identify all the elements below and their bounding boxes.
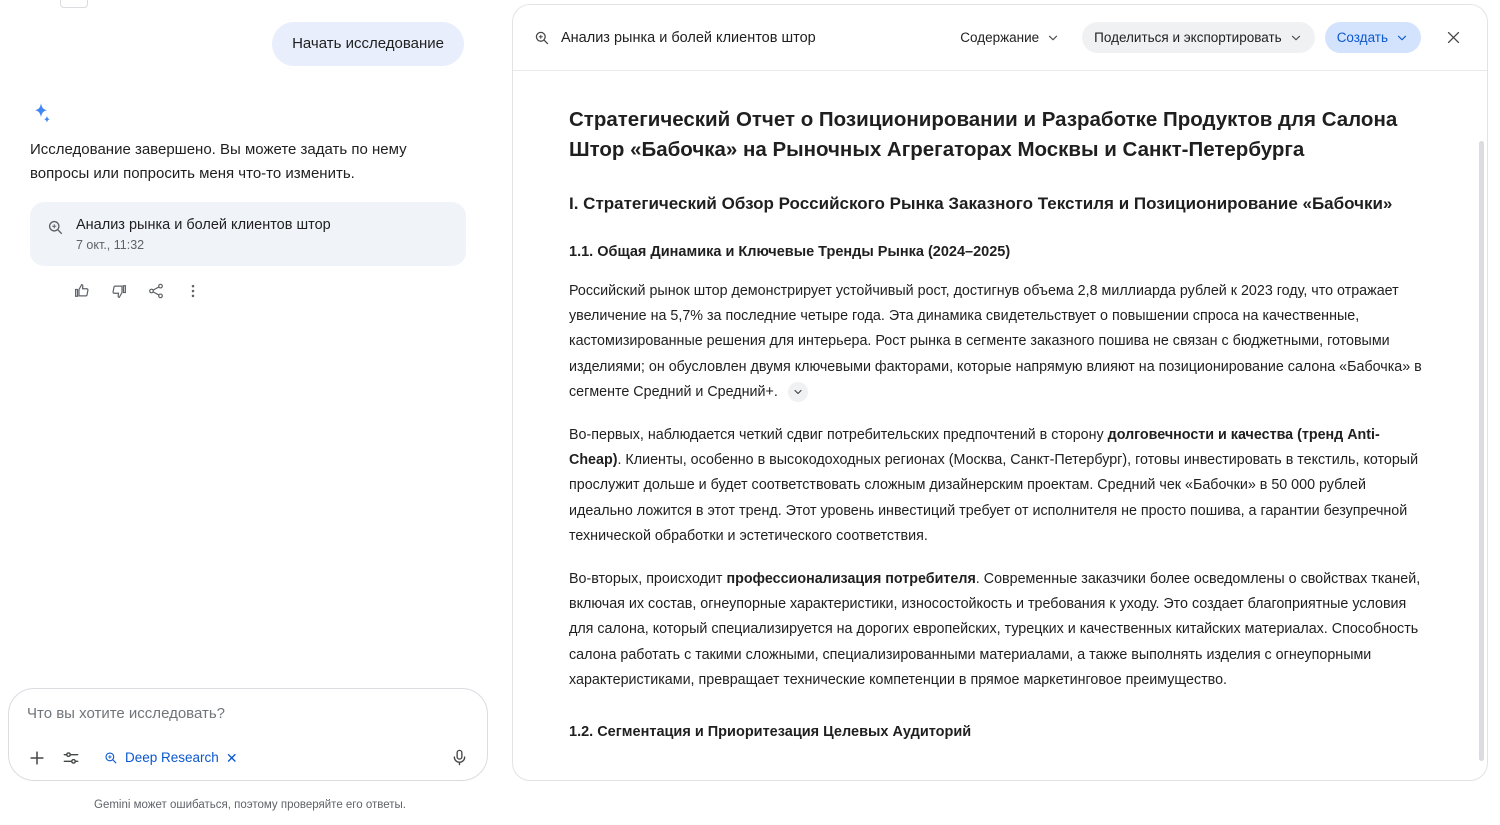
canvas-panel bbox=[512, 4, 1488, 781]
research-icon bbox=[533, 29, 550, 46]
research-icon bbox=[46, 218, 64, 241]
paragraph-2 bbox=[569, 423, 1429, 549]
paragraph-1-text: Российский рынок штор демонстрирует устойчивый рост, достигнув объема 2,8 миллиарда рублей к 2023 году, что отражает увеличение на 5,7% за последние четыре года. Эта динамика свидетельствует о повышении спроса на качественные, кастомизированные решения для интерьера. Рост рынка в сегменте заказного пошива не связан с бюджетными, готовыми изделиями; он обусловлен двумя ключевыми факторами, которые напрямую влияют на позиционирование салона «Бабочка» в сегменте Средний и Средний+. bbox=[569, 283, 1422, 400]
expand-paragraph-icon[interactable] bbox=[788, 382, 808, 402]
more-options-icon[interactable] bbox=[184, 282, 202, 300]
user-message-row bbox=[0, 0, 500, 66]
document-body bbox=[513, 71, 1487, 780]
share-export-button[interactable] bbox=[1082, 22, 1315, 53]
canvas-header bbox=[513, 5, 1487, 71]
subsection-heading-1-2: 1.2. Сегментация и Приоритезация Целевых Аудиторий bbox=[569, 724, 972, 741]
add-attachment-icon[interactable] bbox=[27, 748, 47, 768]
share-export-label: Поделиться и экспортировать bbox=[1094, 30, 1282, 45]
create-label: Создать bbox=[1336, 30, 1388, 45]
microphone-icon[interactable] bbox=[450, 748, 469, 767]
paragraph-2-emphasis: долговечности и качества (тренд Anti-Cheap) bbox=[569, 427, 1380, 469]
chevron-down-icon bbox=[1289, 31, 1303, 45]
search-input[interactable] bbox=[27, 705, 469, 722]
paragraph-1 bbox=[569, 279, 1429, 405]
disclaimer-text: Gemini может ошибаться, поэтому проверяйте его ответы. bbox=[94, 799, 406, 811]
deep-research-chip[interactable] bbox=[95, 745, 248, 770]
chat-pane bbox=[0, 0, 500, 825]
share-icon[interactable] bbox=[147, 282, 165, 300]
document-content bbox=[569, 105, 1429, 743]
paragraph-2-lead: Во-первых, наблюдается четкий сдвиг потребительских предпочтений в сторону bbox=[569, 427, 1108, 444]
paragraph-3-emphasis: профессионализация потребителя bbox=[726, 571, 976, 588]
user-message-bubble: Начать исследование bbox=[272, 22, 464, 66]
chevron-down-icon bbox=[1046, 31, 1060, 45]
document-title: Стратегический Отчет о Позиционировании и Разработке Продуктов для Салона Штор «Бабочка» на Рыночных Агрегаторах Москвы и Санкт-Петербурга bbox=[569, 108, 1398, 161]
paragraph-3-lead: Во-вторых, происходит bbox=[569, 571, 727, 588]
artifact-timestamp: 7 окт., 11:32 bbox=[76, 238, 145, 252]
thumbs-down-icon[interactable] bbox=[110, 282, 128, 300]
close-icon[interactable] bbox=[1437, 22, 1469, 54]
browser-tab-stub bbox=[60, 0, 88, 8]
composer bbox=[8, 688, 488, 781]
document-scrollbar[interactable] bbox=[1479, 141, 1484, 761]
create-button[interactable] bbox=[1325, 22, 1421, 53]
composer-toolbar bbox=[27, 745, 469, 770]
deep-research-chip-close-icon[interactable]: ✕ bbox=[225, 749, 238, 766]
paragraph-2-rest: . Клиенты, особенно в высокодоходных регионах (Москва, Санкт-Петербург), готовы инвестировать в текстиль, который прослужит дольше и будет соответствовать сложным дизайнерским проектам. Средний чек «Бабочки» в 50 000 рублей идеально ложится в этот тренд. Этот уровень инвестиций требует от исполнителя не просто пошива, а гарантии безупречной технической обработки и эстетического соответствия. bbox=[569, 452, 1419, 544]
contents-label: Содержание bbox=[960, 30, 1040, 45]
canvas-title: Анализ рынка и болей клиентов штор bbox=[561, 29, 816, 46]
chevron-down-icon bbox=[1395, 31, 1409, 45]
contents-button[interactable] bbox=[948, 22, 1072, 53]
canvas-title-group bbox=[533, 29, 816, 46]
subsection-heading-1-1: 1.1. Общая Динамика и Ключевые Тренды Рынка (2024–2025) bbox=[569, 244, 1011, 260]
message-actions bbox=[73, 282, 500, 300]
paragraph-3 bbox=[569, 567, 1429, 693]
thumbs-up-icon[interactable] bbox=[73, 282, 91, 300]
assistant-message: Исследование завершено. Вы можете задать по нему вопросы или попросить меня что-то изменить. bbox=[30, 141, 407, 182]
artifact-card[interactable] bbox=[30, 202, 466, 266]
section-heading-1: I. Стратегический Обзор Российского Рынка Заказного Текстиля и Позиционирование «Бабочки» bbox=[569, 194, 1393, 213]
paragraph-3-rest: . Современные заказчики более осведомлены о свойствах тканей, включая их состав, огнеупорные характеристики, износостойкость и требования к уходу. Это создает благоприятные условия для салона, который специализируется на дорогих европейских, турецких и качественных китайских материалах. Способность салона работать с такими сложными, специализированными материалами, а также выполнять изделия с огнеупорными характеристиками, превращает технические компетенции в прямое маркетинговое преимущество. bbox=[569, 571, 1421, 688]
tools-icon[interactable] bbox=[61, 748, 81, 768]
artifact-title: Анализ рынка и болей клиентов штор bbox=[76, 217, 331, 233]
deep-research-chip-label: Deep Research bbox=[125, 750, 219, 765]
gemini-sparkle-icon bbox=[30, 102, 52, 124]
